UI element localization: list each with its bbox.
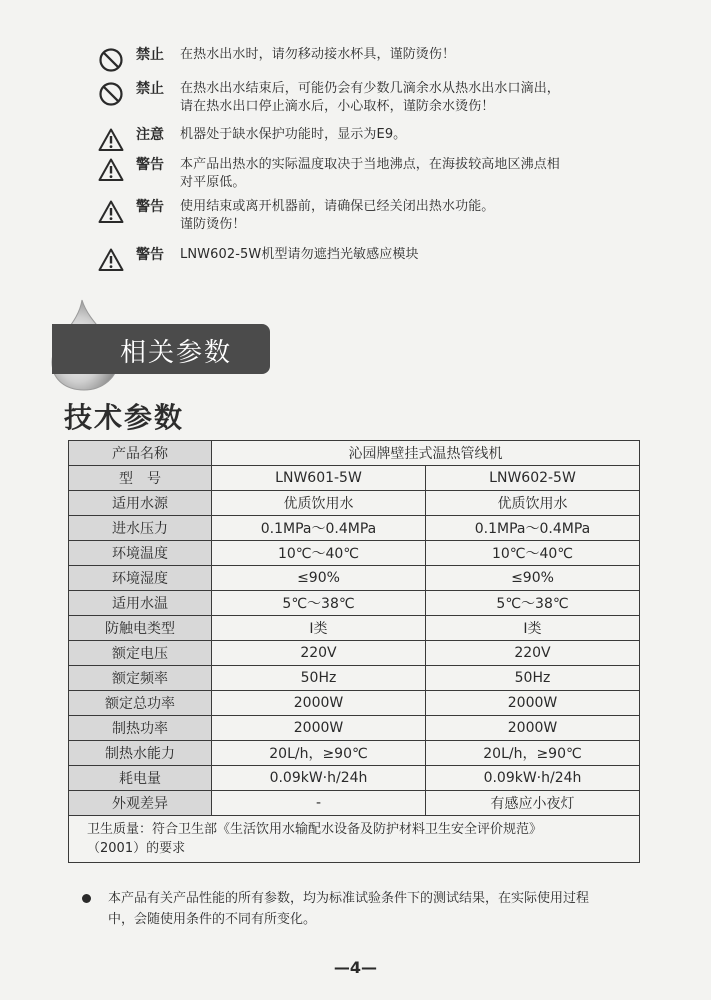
warning-text xyxy=(180,126,610,144)
warning-label: 禁止 xyxy=(136,47,164,63)
row-label: 环境温度 xyxy=(69,541,212,566)
model-a-value: - xyxy=(212,791,426,816)
model-b-value: 0.1MPa～0.4MPa xyxy=(425,516,639,541)
table-row xyxy=(69,466,640,491)
table-row xyxy=(69,691,640,716)
model-b-value: LNW602-5W xyxy=(425,466,639,491)
warning-line: 在热水出水结束后，可能仍会有少数几滴余水从热水出水口滴出， xyxy=(180,81,560,96)
model-a-value: 20L/h，≥90℃ xyxy=(212,741,426,766)
table-row xyxy=(69,641,640,666)
warning-label: 警告 xyxy=(136,199,164,215)
warning-label: 禁止 xyxy=(136,81,164,97)
row-label: 环境湿度 xyxy=(69,566,212,591)
caution-triangle-icon xyxy=(98,199,124,225)
row-label: 适用水源 xyxy=(69,491,212,516)
table-row xyxy=(69,516,640,541)
model-a-value: 0.1MPa～0.4MPa xyxy=(212,516,426,541)
warning-item xyxy=(98,198,610,234)
footnote xyxy=(82,888,652,930)
row-label: 额定电压 xyxy=(69,641,212,666)
warning-label: 警告 xyxy=(136,247,164,263)
warning-text xyxy=(180,156,610,192)
model-a-value: LNW601-5W xyxy=(212,466,426,491)
warning-line: 机器处于缺水保护功能时，显示为E9。 xyxy=(180,127,407,142)
warning-line: 本产品出热水的实际温度取决于当地沸点，在海拔较高地区沸点相 xyxy=(180,157,560,172)
bullet-icon xyxy=(82,894,91,903)
section-banner-title: 相关参数 xyxy=(120,338,233,368)
model-a-value: 2000W xyxy=(212,691,426,716)
warning-item xyxy=(98,80,610,116)
warning-line: 使用结束或离开机器前，请确保已经关闭出热水功能。 xyxy=(180,199,495,214)
model-a-value: 10℃～40℃ xyxy=(212,541,426,566)
model-b-value: ≤90% xyxy=(425,566,639,591)
table-row xyxy=(69,591,640,616)
model-a-value: 220V xyxy=(212,641,426,666)
hygiene-note-line: 卫生质量：符合卫生部《生活饮用水输配水设备及防护材料卫生安全评价规范》 xyxy=(87,822,543,837)
warning-item xyxy=(98,156,610,192)
table-row xyxy=(69,816,640,863)
prohibition-icon xyxy=(98,81,124,107)
row-label: 型 号 xyxy=(69,466,212,491)
hygiene-note xyxy=(69,816,640,863)
model-b-value: 50Hz xyxy=(425,666,639,691)
row-label: 制热水能力 xyxy=(69,741,212,766)
table-row xyxy=(69,491,640,516)
model-b-value: 0.09kW·h/24h xyxy=(425,766,639,791)
warning-line: 对平原低。 xyxy=(180,175,246,190)
model-a-value: 0.09kW·h/24h xyxy=(212,766,426,791)
model-b-value: 20L/h，≥90℃ xyxy=(425,741,639,766)
model-a-value: 优质饮用水 xyxy=(212,491,426,516)
footnote-line: 本产品有关产品性能的所有参数，均为标准试验条件下的测试结果，在实际使用过程 xyxy=(108,891,590,906)
model-b-value: 220V xyxy=(425,641,639,666)
row-label: 额定总功率 xyxy=(69,691,212,716)
page-heading: 技术参数 xyxy=(64,401,185,434)
model-a-value: 2000W xyxy=(212,716,426,741)
warning-line: 谨防烫伤！ xyxy=(180,217,246,232)
caution-triangle-icon xyxy=(98,127,124,153)
table-row xyxy=(69,441,640,466)
model-b-value: 5℃～38℃ xyxy=(425,591,639,616)
warning-line: LNW602-5W机型请勿遮挡光敏感应模块 xyxy=(180,247,419,262)
warning-text xyxy=(180,80,610,116)
caution-triangle-icon xyxy=(98,157,124,183)
footnote-line: 中，会随使用条件的不同有所变化。 xyxy=(108,912,317,927)
row-label: 额定频率 xyxy=(69,666,212,691)
footnote-text xyxy=(108,888,652,930)
warning-line: 请在热水出口停止滴水后，小心取杯，谨防余水烫伤！ xyxy=(180,99,495,114)
row-label: 防触电类型 xyxy=(69,616,212,641)
hygiene-note-line: （2001）的要求 xyxy=(87,841,186,856)
section-banner xyxy=(52,324,270,374)
row-label: 适用水温 xyxy=(69,591,212,616)
model-b-value: 10℃～40℃ xyxy=(425,541,639,566)
model-b-value: 2000W xyxy=(425,691,639,716)
model-a-value: ≤90% xyxy=(212,566,426,591)
table-row xyxy=(69,741,640,766)
page-number: —4— xyxy=(333,958,378,977)
model-a-value: 5℃～38℃ xyxy=(212,591,426,616)
warning-label: 注意 xyxy=(136,127,164,143)
table-row xyxy=(69,541,640,566)
table-row xyxy=(69,566,640,591)
warning-text xyxy=(180,246,610,264)
model-b-value: Ⅰ类 xyxy=(425,616,639,641)
warning-item xyxy=(98,126,610,153)
row-label: 耗电量 xyxy=(69,766,212,791)
table-row xyxy=(69,666,640,691)
table-row xyxy=(69,616,640,641)
row-label: 制热功率 xyxy=(69,716,212,741)
warning-line: 在热水出水时，请勿移动接水杯具，谨防烫伤！ xyxy=(180,47,456,62)
row-label: 进水压力 xyxy=(69,516,212,541)
warning-label: 警告 xyxy=(136,157,164,173)
model-b-value: 优质饮用水 xyxy=(425,491,639,516)
warning-item xyxy=(98,246,610,273)
model-a-value: 50Hz xyxy=(212,666,426,691)
row-label: 外观差异 xyxy=(69,791,212,816)
prohibition-icon xyxy=(98,47,124,73)
spec-table xyxy=(68,440,640,863)
row-label: 产品名称 xyxy=(69,441,212,466)
model-b-value: 有感应小夜灯 xyxy=(425,791,639,816)
table-row xyxy=(69,766,640,791)
table-row xyxy=(69,716,640,741)
warning-item xyxy=(98,46,610,73)
model-a-value: Ⅰ类 xyxy=(212,616,426,641)
product-name-cell: 沁园牌壁挂式温热管线机 xyxy=(212,441,640,466)
model-b-value: 2000W xyxy=(425,716,639,741)
table-row xyxy=(69,791,640,816)
caution-triangle-icon xyxy=(98,247,124,273)
warning-text xyxy=(180,198,610,234)
warning-text xyxy=(180,46,610,64)
